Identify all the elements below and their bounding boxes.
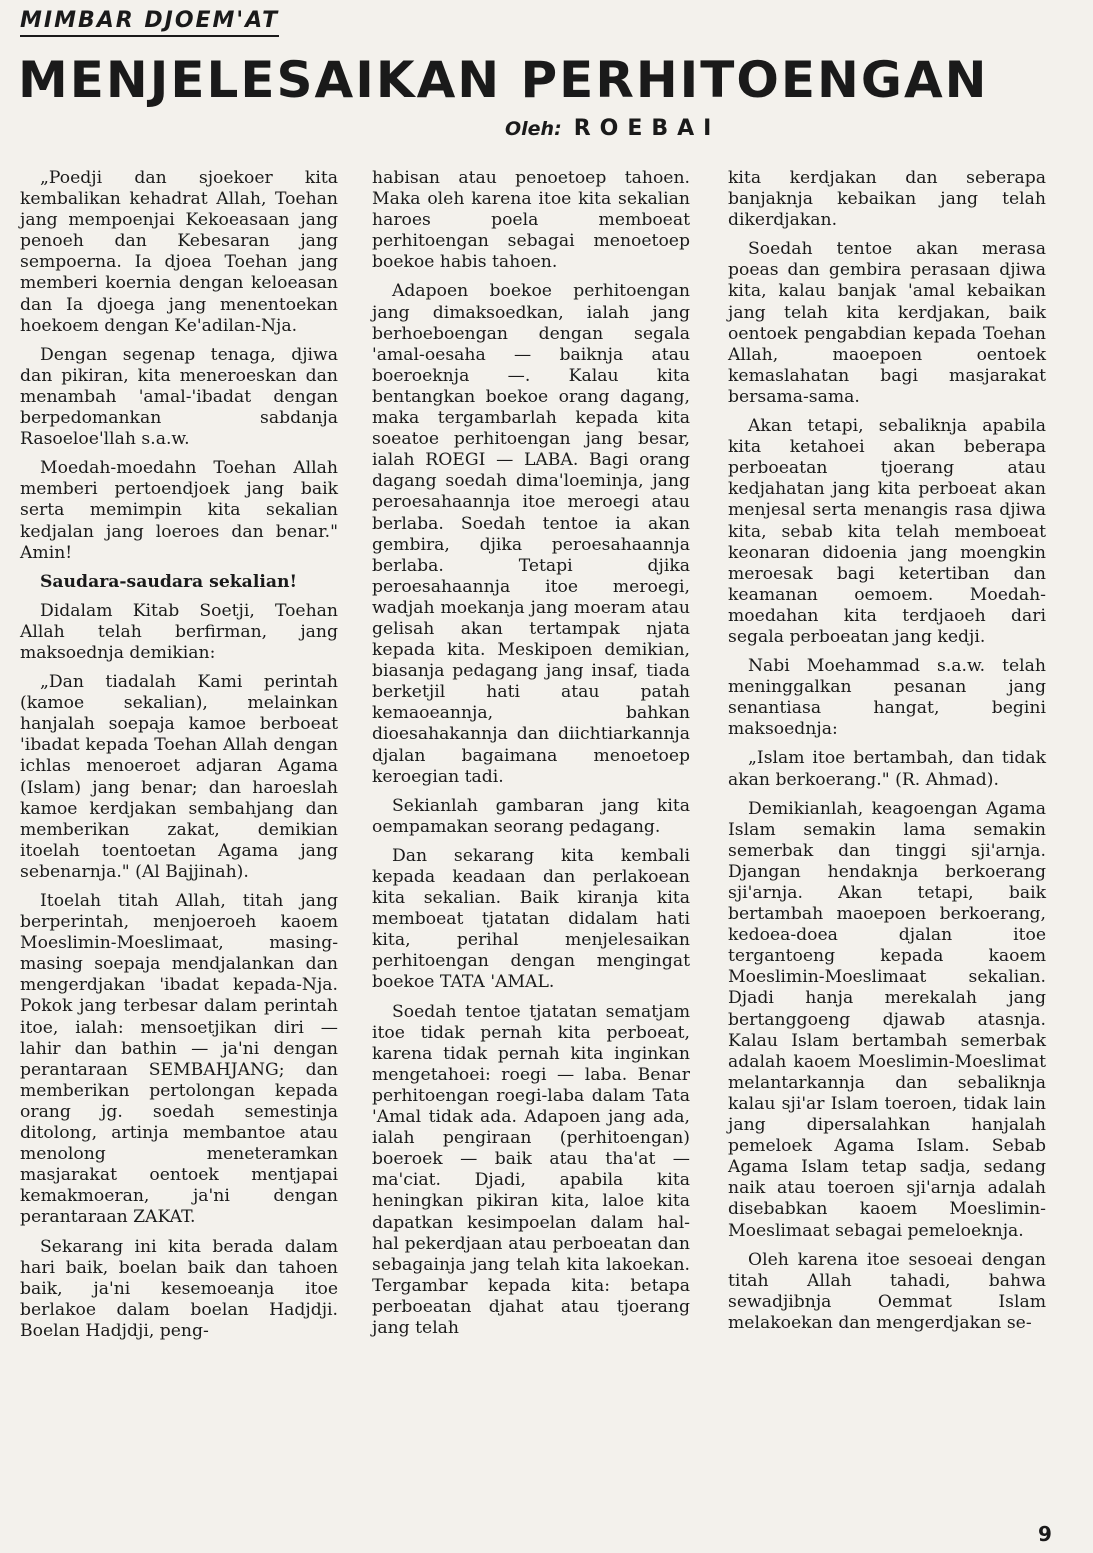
paragraph: kita kerdjakan dan seberapa banjaknja kebaikan jang telah dikerdjakan. [728,168,1046,231]
text-column-1 [20,168,338,1350]
byline [505,116,720,141]
paragraph: Oleh karena itoe sesoeai dengan titah Allah tahadi, bahwa sewadjibnja Oemmat Islam melakoekan dan mengerdjakan se- [728,1249,1046,1333]
quote-paragraph: „Islam itoe bertambah, dan tidak akan berkoerang." (R. Ahmad). [728,748,1046,790]
section-rubric: MIMBAR DJOEM'AT [20,8,279,37]
paragraph: Sekarang ini kita berada dalam hari baik, boelan baik dan tahoen baik, ja'ni kesemoeanja itoe berlakoe dalam boelan Hadjdji. Boelan Hadjdji, peng- [20,1236,338,1341]
paragraph: Nabi Moehammad s.a.w. telah meninggalkan pesanan jang senantiasa hangat, begini maksoednja: [728,656,1046,740]
paragraph: Moedah-moedahn Toehan Allah memberi pertoendjoek jang baik serta memimpin kita sekalian kedjalan jang loeroes dan benar." Amin! [20,458,338,563]
article-title: MENJELESAIKAN PERHITOENGAN [18,51,989,109]
paragraph: habisan atau penoetoep tahoen. Maka oleh karena itoe kita sekalian haroes poela memboeat perhitoengan sebagai menoetoep boekoe habis tahoen. [372,168,690,273]
paragraph: Soedah tentoe akan merasa poeas dan gembira perasaan djiwa kita, kalau banjak 'amal kebaikan jang telah kita kerdjakan, baik oentoek pengabdian kepada Toehan Allah, maoepoen oentoek kemaslahatan bagi masjarakat bersama-sama. [728,239,1046,407]
byline-prefix: Oleh: [505,118,562,140]
paragraph: Sekianlah gambaran jang kita oempamakan seorang pedagang. [372,795,690,837]
paragraph: Soedah tentoe tjatatan sematjam itoe tidak pernah kita perboeat, karena tidak pernah kita inginkan mengetahoei: roegi — laba. Benar perhitoengan roegi-laba dalam Tata 'Amal tidak ada. Adapoen jang ada, ialah pengiraan (perhitoengan) boeroek — baik atau tha'at — ma'ciat. Djadi, apabila kita heningkan pikiran kita, laloe kita dapatkan kesimpoelan dalam hal-hal pekerdjaan atau perboeatan dan sebagainja jang telah kita lakoekan. Tergambar kepada kita: betapa perboeatan djahat atau tjoerang jang telah [372,1001,690,1338]
text-column-3 [728,168,1046,1342]
text-column-2 [372,168,690,1347]
paragraph: Didalam Kitab Soetji, Toehan Allah telah berfirman, jang maksoednja demikian: [20,600,338,663]
paragraph: „Poedji dan sjoekoer kita kembalikan kehadrat Allah, Toehan jang mempoenjai Kekoeasaan jang penoeh dan Kebesaran jang sempoerna. Ia djoea Toehan jang memberi koernia dengan keloeasan dan Ia djoega jang menentoekan hoekoem dengan Ke'adilan-Nja. [20,168,338,336]
paragraph: Dengan segenap tenaga, djiwa dan pikiran, kita meneroeskan dan menambah 'amal-'ibadat dengan berpedomankan sabdanja Rasoeloe'llah s.a.w. [20,344,338,450]
section-heading: Saudara-saudara sekalian! [40,571,298,592]
paragraph: Itoelah titah Allah, titah jang berperintah, menjoeroeh kaoem Moeslimin-Moeslimaat, masing-masing soepaja mendjalankan dan mengerdjakan 'ibadat kepada-Nja. Pokok jang terbesar dalam perintah itoe, ialah: mensoetjikan diri — lahir dan bathin — ja'ni dengan perantaraan SEMBAHJANG; dan memberikan pertolongan kepada orang jg. soedah semestinja ditolong, artinja membantoe atau menolong meneteramkan masjarakat oentoek mentjapai kemakmoeran, ja'ni dengan perantaraan ZAKAT. [20,891,338,1228]
paragraph: Demikianlah, keagoengan Agama Islam semakin lama semakin semerbak dan tinggi sji'arnja. Djangan hendaknja berkoerang sji'arnja. Akan tetapi, baik bertambah maoepoen berkoerang, kedoea-doea djalan itoe tergantoeng kepada kaoem Moeslimin-Moeslimaat sekalian. Djadi hanja merekalah jang bertanggoeng djawab atasnja. Kalau Islam bertambah semerbak adalah kaoem Moeslimin-Moeslimat melantarkannja dan sebaliknja kalau sji'ar Islam toeroen, tidak lain jang dipersalahkan hanjalah pemeloek Agama Islam. Sebab Agama Islam tetap sadja, sedang naik atau toeroen sji'arnja adalah disebabkan kaoem Moeslimin-Moeslimaat sebagai pemeloeknja. [728,798,1046,1241]
byline-author: ROEBAI [573,116,721,141]
paragraph: Akan tetapi, sebaliknja apabila kita ketahoei akan beberapa perboeatan tjoerang atau kedjahatan jang kita perboeat akan menjesal serta menangis rasa djiwa kita, sebab kita telah memboeat keonaran didoenia jang moengkin meroesak bagi ketertiban dan keamanan oemoem. Moedah-moedahan kita terdjaoeh dari segala perboeatan jang kedji. [728,416,1046,647]
paragraph: Adapoen boekoe perhitoengan jang dimaksoedkan, ialah jang berhoeboengan dengan segala 'amal-oesaha — baiknja atau boeroeknja —. Kalau kita bentangkan boekoe orang dagang, maka tergambarlah kepada kita soeatoe perhitoengan jang besar, ialah ROEGI — LABA. Bagi orang dagang soedah dima'loeminja, jang peroesahaannja itoe meroegi atau berlaba. Soedah tentoe ia akan gembira, djika peroesahaannja berlaba. Tetapi djika peroesahaannja itoe meroegi, wadjah moekanja jang moeram atau gelisah akan tertampak njata kepada kita. Meskipoen demikian, biasanja pedagang jang insaf, tiada berketjil hati atau patah kemaoeannja, bahkan dioesahakannja dan diichtiarkannja djalan bagaimana menoetoep keroegian tadi. [372,281,690,787]
paragraph: Dan sekarang kita kembali kepada keadaan dan perlakoean kita sekalian. Baik kiranja kita memboeat tjatatan didalam hati kita, perihal menjelesaikan perhitoengan dengan mengingat boekoe TATA 'AMAL. [372,845,690,993]
page-number: 9 [1038,1522,1052,1546]
quote-paragraph: „Dan tiadalah Kami perintah (kamoe sekalian), melainkan hanjalah soepaja kamoe berboeat 'ibadat kepada Toehan Allah dengan ichlas menoeroet adjaran Agama (Islam) jang benar; dan haroeslah kamoe kerdjakan sembahjang dan memberikan zakat, demikian itoelah toentoetan Agama jang sebenarnja." (Al Bajjinah). [20,672,338,882]
